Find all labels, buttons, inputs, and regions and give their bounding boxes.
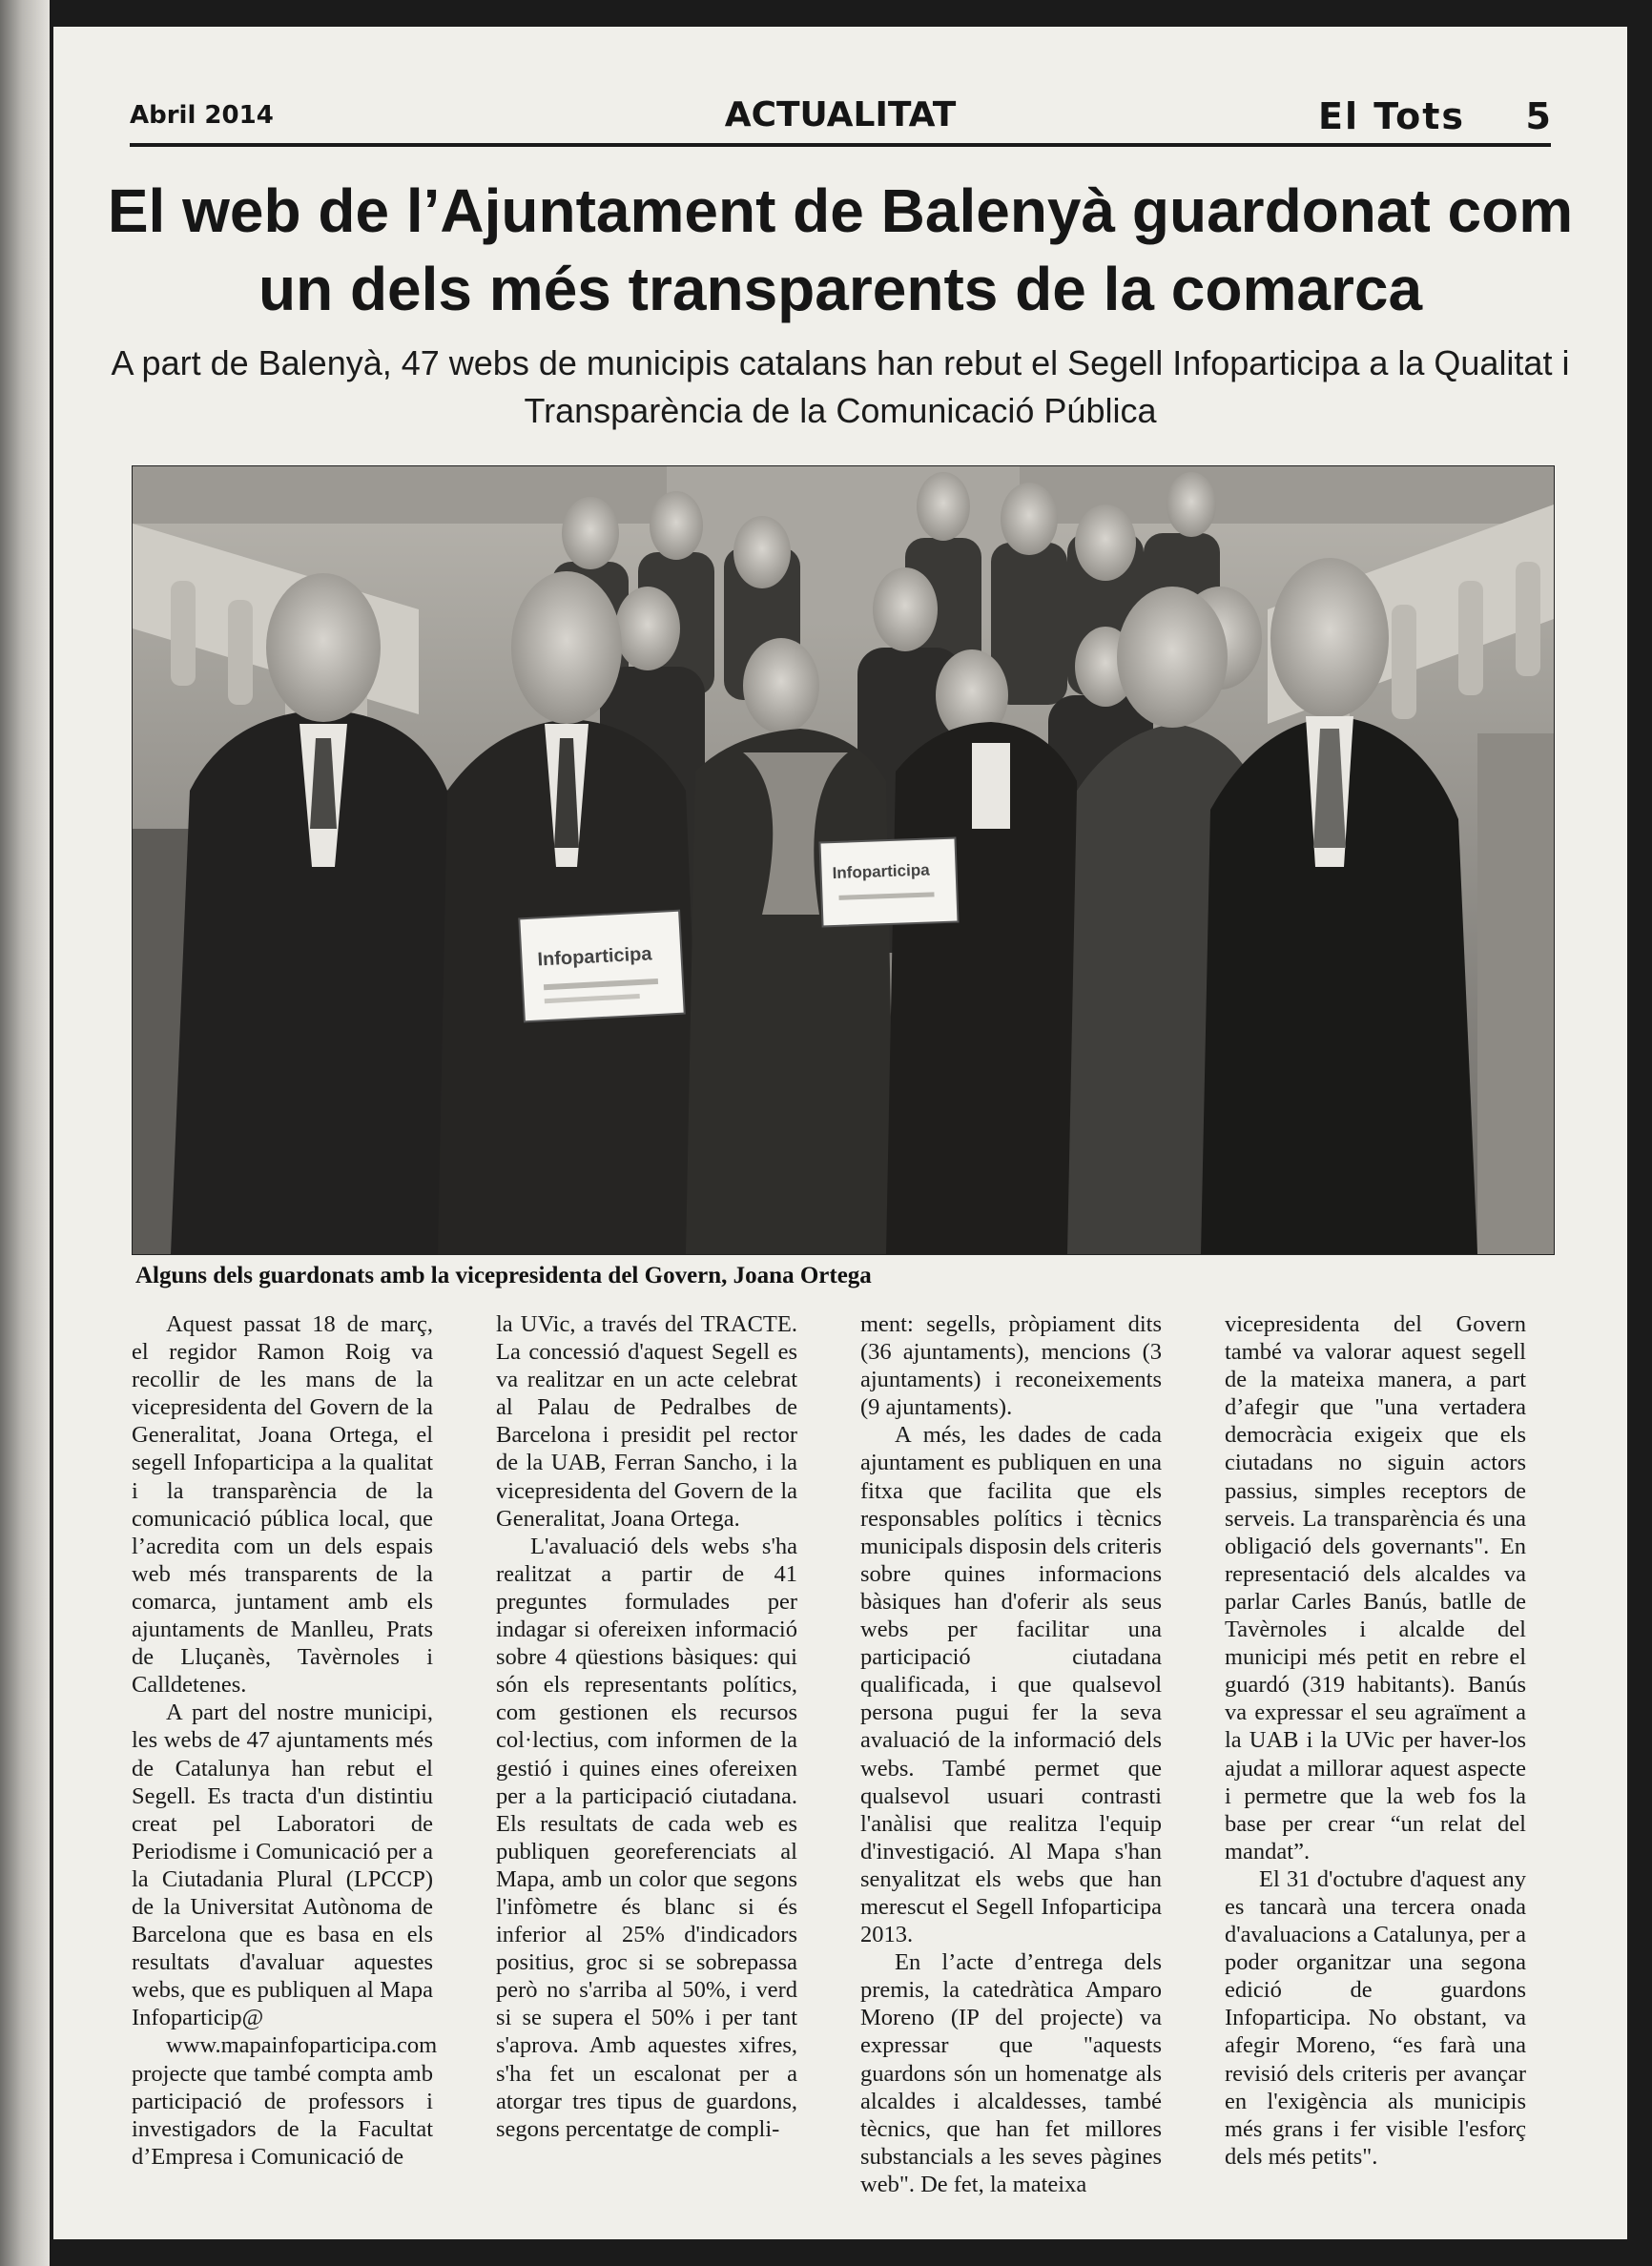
column-1-paragraph-3: www.mapainfoparticipa.com projecte que també compta amb participació de professors i investigadors de la Facultat d’Empresa i Comunicació de [132,2032,438,2170]
group-photo [132,465,1555,1255]
issue-date: Abril 2014 [130,101,274,130]
certificate-left [519,911,684,1022]
article-column-2 [496,1310,797,2143]
column-4-paragraph-2: El 31 d'octubre d'aquest any es tancarà una tercera onada d'avaluacions a Catalunya, per a poder organitzar una segona edició de guardons Infoparticipa. No obstant, va afegir Moreno, “es farà una revisió dels criteris per avançar en l'exigència als municipis més grans i fer visible l'esforç dels més petits". [1225,1865,1526,2170]
column-4-paragraph-1: vicepresidenta del Govern també va valorar aquest segell de la mateixa manera, a part d’afegir que "una vertadera democràcia exigeix que els ciutadans no siguin actors passius, simples receptors de serveis. La transparència és una obligació dels governants". En representació dels alcaldes va parlar Carles Banús, batlle de Tavèrnoles i alcalde del municipi més petit en rebre el guardó (319 habitants). Banús va expressar el seu agraïment a la UAB i la UVic per haver-los ajudat a millorar aquest aspecte i permetre que la web fos la base per crear “un relat del mandat”. [1225,1311,1526,1864]
article-column-1 [132,1310,438,2171]
section-title: ACTUALITAT [724,95,957,134]
photo-caption: Alguns dels guardonats amb la vicepresidenta del Govern, Joana Ortega [135,1263,872,1288]
page-number: 5 [1525,95,1551,137]
certificate-right-label: Infoparticipa [832,860,930,883]
certificate-right [820,838,959,927]
certificate-left-label: Infoparticipa [536,943,652,971]
page-header [130,93,1551,149]
column-1-paragraph-2: A part del nostre municipi, les webs de 47 ajuntaments més de Catalunya han rebut el Segell. Es tracta d'un distintiu creat pel Laboratori de Periodisme i Comunicació per a la Ciutadania Plural (LPCCP) de la Universitat Autònoma de Barcelona que es basa en els resultats d'avaluar aquestes webs, que es publiquen al Mapa Infoparticip@ [132,1700,433,2031]
publication-name: El Tots [1318,95,1465,137]
header-rule [130,143,1551,147]
column-1-paragraph-1: Aquest passat 18 de març, el regidor Ramon Roig va recollir de les mans de la vicepresidenta del Govern de la Generalitat, Joana Ortega, el segell Infoparticipa a la qualitat i la transparència de la comunicació pública local, que l’acredita com un dels espais web més transparents de la comarca, juntament amb els ajuntaments de Manlleu, Prats de Lluçanès, Tavèrnoles i Calldetenes. [132,1311,433,1699]
article-headline: El web de l’Ajuntament de Balenyà guardonat com un dels més transparents de la comarca [107,176,1574,323]
article-column-3 [860,1310,1162,2198]
column-3-paragraph-1: ment: segells, pròpiament dits (36 ajuntaments), mencions (3 ajuntaments) i reconeixements (9 ajuntaments). [860,1311,1162,1421]
article-column-4 [1225,1310,1526,2171]
column-3-paragraph-3: En l’acte d’entrega dels premis, la catedràtica Amparo Moreno (IP del projecte) va expressar que "aquests guardons són un homenatge als alcaldes i alcaldesses, també tècnics, que han fet millores substancials a les seves pàgines web". De fet, la mateixa [860,1949,1162,2197]
newspaper-page [53,27,1627,2239]
column-2-paragraph-2: L'avaluació dels webs s'ha realitzat a partir de 41 preguntes formulades per indagar si ofereixen informació sobre 4 qüestions bàsiques: qui són els representants polítics, com gestionen els recursos col·lectius, com informen de la gestió i quines eines ofereixen per a la participació ciutadana. Els resultats de cada web es publiquen georeferenciats al Mapa, amb un color que segons l'infòmetre és blanc si és inferior al 25% d'indicadors positius, groc si se sobrepassa però no s'arriba al 50%, i verd si se supera el 50% i per tant s'aprova. Amb aquestes xifres, s'ha fet un escalonat per a atorgar tres tipus de guardons, segons percentatge de compli- [496,1533,797,2142]
column-3-paragraph-2: A més, les dades de cada ajuntament es publiquen en una fitxa que facilita que els responsables polítics i tècnics municipals disposin dels criteris sobre quines informacions bàsiques han d'oferir als seus webs per facilitar una participació ciutadana qualificada, i que qualsevol persona pugui fer la seva avaluació de la informació dels webs. També permet que qualsevol usuari contrasti l'anàlisi que realitza l'equip d'investigació. Al Mapa s'han senyalitzat els webs que han merescut el Segell Infoparticipa 2013. [860,1422,1162,1948]
book-spine [0,0,50,2266]
article-subheadline: A part de Balenyà, 47 webs de municipis catalans han rebut el Segell Infoparticipa a la Qualitat i Transparència de la Comunicació Pública [111,343,1570,430]
column-2-paragraph-1: la UVic, a través del TRACTE. La concessió d'aquest Segell es va realitzar en un acte celebrat al Palau de Pedralbes de Barcelona i presidit pel rector de la UAB, Ferran Sancho, i la vicepresidenta del Govern de la Generalitat, Joana Ortega. [496,1311,797,1532]
